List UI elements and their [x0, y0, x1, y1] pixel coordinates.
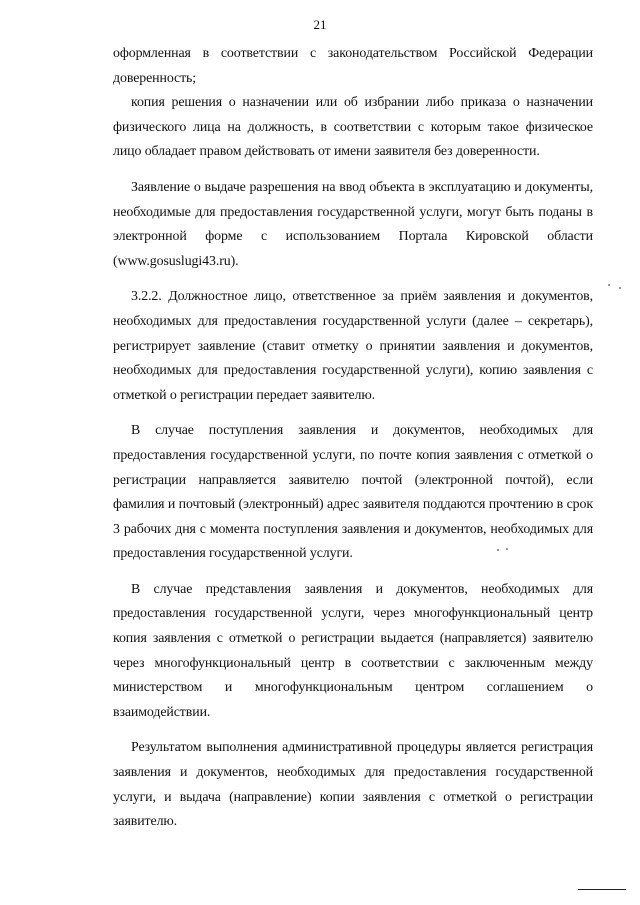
paragraph-mfc-submission: В случае представления заявления и документов, необходимых для предоставления государственной услуги, через многофункциональный центр копия заявления с отметкой о регистрации выдается (направляется) заявителю через многофункциональный центр в соответствии с заключенным между министерством и многофункциональным центром соглашением о взаимодействии. — [113, 581, 593, 720]
scan-speck — [506, 548, 508, 550]
scan-speck — [619, 287, 621, 289]
paragraph-postal-receipt: В случае поступления заявления и документов, необходимых для предоставления государственной услуги, по почте копия заявления с отметкой о регистрации направляется заявителю почтой (электронной почтой), если фамилия и почтовый (электронный) адрес заявителя поддаются прочтению в срок 3 рабочих дня с момента поступления заявления и документов, необходимых для предоставления государственной услуги. — [113, 423, 593, 562]
scan-speck — [497, 549, 499, 551]
paragraph-procedure-result: Результатом выполнения административной процедуры является регистрация заявления и документов, необходимых для предоставления государственной услуги, и выдача (направление) копии заявления с отметкой о регистрации заявителю. — [113, 740, 593, 830]
paragraph-appointment-copy: копия решения о назначении или об избрании либо приказа о назначении физического лица на должность, в соответствии с которым такое физическое лицо обладает правом действовать от имени заявителя без доверенности. — [113, 95, 593, 160]
page-number: 21 — [313, 17, 327, 32]
paragraph-electronic-submission: Заявление о выдаче разрешения на ввод объекта в эксплуатацию и документы, необходимые для предоставления государственной услуги, могут быть поданы в электронной форме с использованием Портала Кировской области (www.gosuslugi43.ru). — [113, 179, 593, 269]
document-body — [113, 42, 593, 846]
scan-speck — [608, 284, 610, 286]
footer-rule — [578, 889, 626, 890]
paragraph-registration-official: 3.2.2. Должностное лицо, ответственное за приём заявления и документов, необходимых для предоставления государственной услуги (далее – секретарь), регистрирует заявление (ставит отметку о принятии заявления и документов, необходимых для предоставления государственной услуги), копию заявления с отметкой о регистрации передает заявителю. — [113, 289, 593, 403]
paragraph-power-of-attorney: оформленная в соответствии с законодательством Российской Федерации доверенность; — [113, 46, 593, 86]
